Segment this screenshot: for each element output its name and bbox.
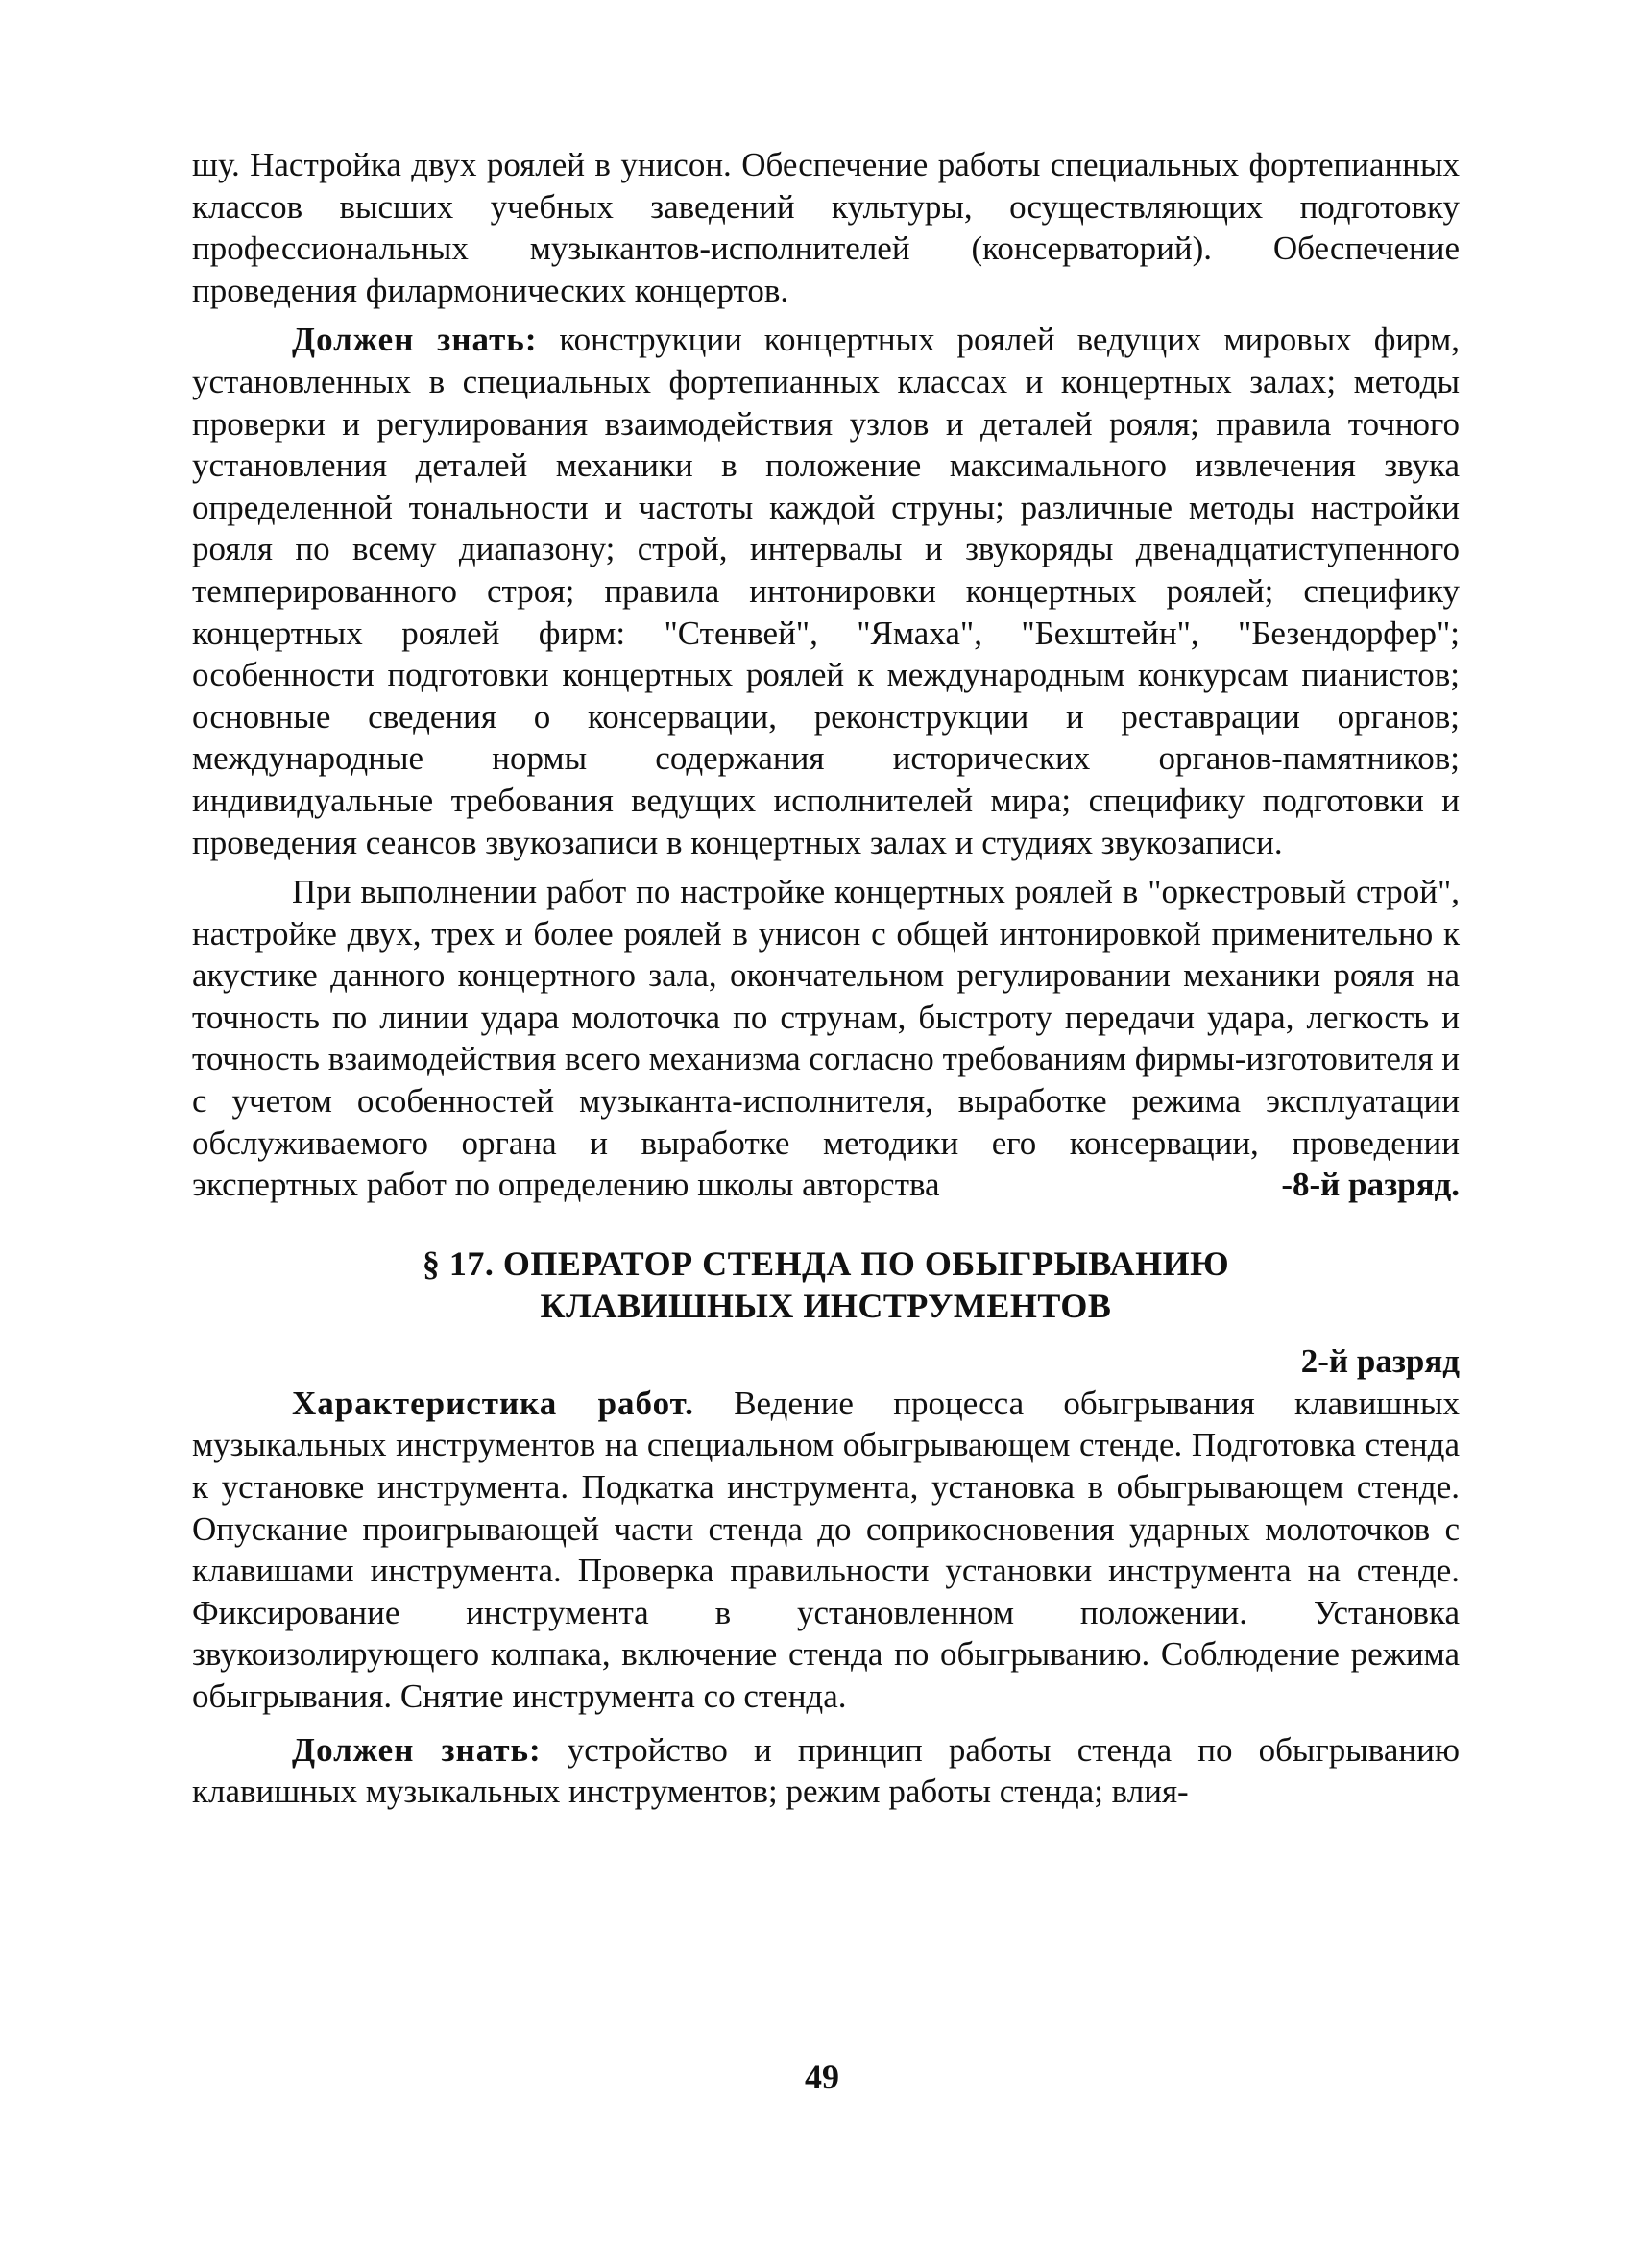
section-grade: 2-й разряд <box>1300 1341 1460 1380</box>
characteristics-lead: Характеристика работ. <box>292 1384 694 1422</box>
section-title <box>192 1243 1460 1327</box>
grade-8-paragraph <box>192 871 1460 1206</box>
must-know-lead-1: Должен знать: <box>292 321 538 359</box>
grade-8-text: При выполнении работ по настройке концертных роялей в "оркестровый строй", настройке двух, трех и более роялей в унисон с общей интонировкой применительно к акустике данного концертного зала, окончательном регулировании механики рояля на точность по линии удара молоточка по струнам, быстроту передачи удара, легкость и точность взаимодействия всего механизма согласно требованиям фирмы-изготовителя и с учетом особенностей музыканта-исполнителя, выработке режима эксплуатации обслуживаемого органа и выработке методики его консервации, проведении экспертных работ по определению школы авторства <box>192 873 1460 1204</box>
section-title-line-2: КЛАВИШНЫХ ИНСТРУМЕНТОВ <box>540 1286 1112 1325</box>
characteristics-text: Ведение процесса обыгрывания клавишных музыкальных инструментов на специальном обыгрывающем стенде. Подготовка стенда к установке инструмента. Подкатка инструмента, установка в обыгрывающем стенде. Опускание проигрывающей части стенда до соприкосновения ударных молоточков с клавишами инструмента. Проверка правильности установки инструмента на стенде. Фиксирование инструмента в установленном положении. Установка звукоизолирующего колпака, включение стенда по обыгрыванию. Соблюдение режима обыгрывания. Снятие инструмента со стенда. <box>192 1384 1461 1715</box>
must-know-paragraph-1 <box>192 319 1460 863</box>
characteristics-paragraph <box>192 1383 1460 1718</box>
continuation-paragraph: шу. Настройка двух роялей в унисон. Обеспечение работы специальных фортепианных классов высших учебных заведений культуры, осуществляющих подготовку профессиональных музыкантов-исполнителей (консерваторий). Обеспечение проведения филармонических концертов. <box>192 146 1460 309</box>
must-know-lead-2: Должен знать: <box>292 1730 542 1769</box>
page-number: 49 <box>805 2058 839 2096</box>
grade-8-label: -8-й разряд. <box>1281 1166 1460 1204</box>
must-know-text-2: устройство и принцип работы стенда по обыгрыванию клавишных музыкальных инструментов; режим работы стенда; влия- <box>192 1730 1461 1811</box>
must-know-text-1: конструкции концертных роялей ведущих мировых фирм, установленных в специальных фортепианных классах и концертных залах; методы проверки и регулирования взаимодействия узлов и деталей рояля; правила точного установления деталей механики в положение максимального извлечения звука определенной тональности и частоты каждой струны; различные методы настройки рояля по всему диапазону; строй, интервалы и звукоряды двенадцатиступенного темперированного строя; правила интонировки концертных роялей; специфику концертных роялей фирм: "Стенвей", "Ямаха", "Бехштейн", "Безендорфер"; особенности подготовки концертных роялей к международным конкурсам пианистов; основные сведения о консервации, реконструкции и реставрации органов; международные нормы содержания исторических органов-памятников; индивидуальные требования ведущих исполнителей мира; специфику подготовки и проведения сеансов звукозаписи в концертных залах и студиях звукозаписи. <box>192 321 1460 861</box>
section-title-line-1: § 17. ОПЕРАТОР СТЕНДА ПО ОБЫГРЫВАНИЮ <box>422 1243 1230 1283</box>
page-body <box>192 144 1460 1813</box>
must-know-paragraph-2 <box>192 1729 1460 1813</box>
